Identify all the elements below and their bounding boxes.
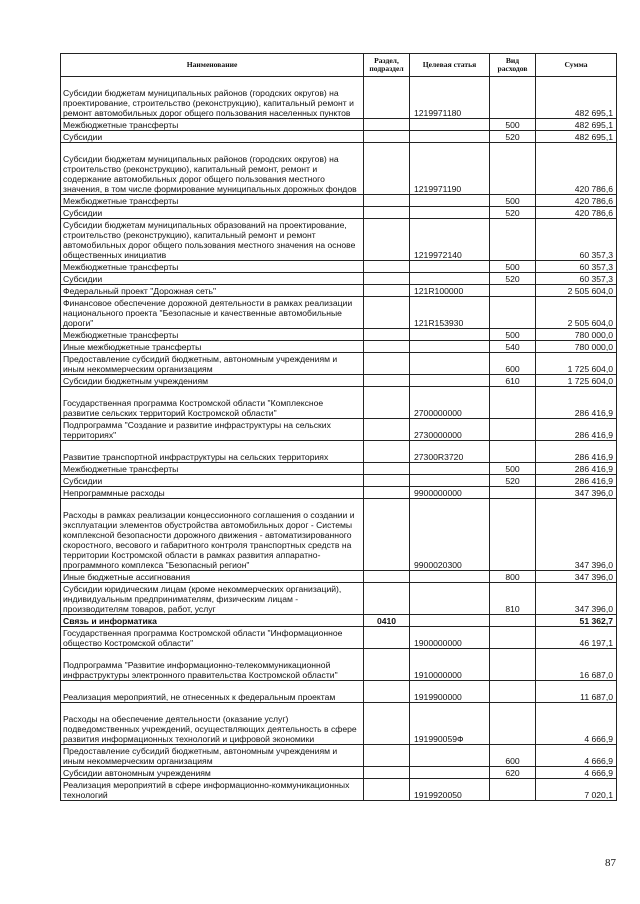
cell-target [410,745,490,767]
cell-section [364,649,410,681]
table-row [61,703,617,745]
cell-target: 121R153930 [410,297,490,329]
cell-section [364,119,410,131]
cell-type: 600 [490,353,536,375]
cell-name: Субсидии автономным учреждениям [61,767,364,779]
cell-type [490,487,536,499]
table-row [61,767,617,779]
cell-name: Межбюджетные трансферты [61,329,364,341]
cell-section [364,627,410,649]
cell-sum: 2 505 604,0 [536,285,617,297]
cell-sum: 420 786,6 [536,143,617,195]
cell-type: 500 [490,195,536,207]
cell-section [364,745,410,767]
table-row [61,341,617,353]
table-row [61,463,617,475]
cell-name: Подпрограмма "Создание и развитие инфраструктуры на сельских территориях" [61,419,364,441]
table-row [61,143,617,195]
cell-type: 610 [490,375,536,387]
cell-type [490,297,536,329]
cell-section [364,261,410,273]
cell-target: 1219972140 [410,219,490,261]
cell-type [490,143,536,195]
table-row [61,571,617,583]
cell-sum: 4 666,9 [536,703,617,745]
cell-type [490,77,536,119]
cell-section [364,207,410,219]
cell-section [364,297,410,329]
cell-section [364,571,410,583]
cell-type [490,419,536,441]
cell-sum: 780 000,0 [536,329,617,341]
cell-sum: 11 687,0 [536,681,617,703]
cell-name: Субсидии [61,131,364,143]
cell-section [364,703,410,745]
cell-name: Межбюджетные трансферты [61,261,364,273]
cell-name: Федеральный проект "Дорожная сеть" [61,285,364,297]
table-body [61,77,617,801]
cell-target [410,475,490,487]
cell-name: Финансовое обеспечение дорожной деятельности в рамках реализации национального проекта "Безопасные и качественные автомобильные дороги" [61,297,364,329]
cell-name: Субсидии бюджетам муниципальных образований на проектирование, строительство (реконструкцию), капитальный ремонт и ремонт автомобильных дорог общего пользования местного значения на основе общественных инициатив [61,219,364,261]
cell-sum: 51 362,7 [536,615,617,627]
cell-target: 9900020300 [410,499,490,571]
cell-target: 191990059Ф [410,703,490,745]
cell-target: 1919900000 [410,681,490,703]
cell-name: Подпрограмма "Развитие информационно-телекоммуникационной инфраструктуры электронного правительства Костромской области" [61,649,364,681]
cell-sum: 420 786,6 [536,195,617,207]
cell-sum: 482 695,1 [536,119,617,131]
cell-target: 121R100000 [410,285,490,297]
cell-target [410,353,490,375]
cell-sum: 482 695,1 [536,77,617,119]
cell-type [490,285,536,297]
cell-type: 620 [490,767,536,779]
cell-name: Государственная программа Костромской области "Информационное общество Костромской области" [61,627,364,649]
budget-table [60,53,617,801]
cell-name: Межбюджетные трансферты [61,119,364,131]
cell-sum: 4 666,9 [536,745,617,767]
cell-sum: 780 000,0 [536,341,617,353]
cell-target [410,119,490,131]
cell-name: Субсидии бюджетным учреждениям [61,375,364,387]
cell-section [364,487,410,499]
table-row [61,329,617,341]
table-row [61,441,617,463]
table-row [61,779,617,801]
cell-sum: 482 695,1 [536,131,617,143]
cell-section [364,143,410,195]
cell-type: 500 [490,329,536,341]
cell-section [364,419,410,441]
cell-type [490,649,536,681]
cell-name: Расходы на обеспечение деятельности (оказание услуг) подведомственных учреждений, осуществляющих деятельность в сфере развития информационных технологий и цифровой экономики [61,703,364,745]
table-row [61,353,617,375]
cell-target [410,583,490,615]
cell-name: Иные межбюджетные трансферты [61,341,364,353]
cell-name: Развитие транспортной инфраструктуры на сельских территориях [61,441,364,463]
cell-sum: 60 357,3 [536,261,617,273]
cell-sum: 347 396,0 [536,571,617,583]
cell-sum: 60 357,3 [536,273,617,285]
cell-section [364,767,410,779]
cell-section [364,499,410,571]
cell-target [410,195,490,207]
cell-type: 520 [490,131,536,143]
cell-section [364,77,410,119]
header-section: Раздел, подраздел [364,54,410,77]
cell-section [364,195,410,207]
cell-section [364,463,410,475]
cell-sum: 4 666,9 [536,767,617,779]
cell-name: Субсидии бюджетам муниципальных районов (городских округов) на строительство (реконструкцию), капитальный ремонт, ремонт и содержание автомобильных дорог общего пользования местного значения, в том числе формирование муниципальных дорожных фондов [61,143,364,195]
cell-target [410,615,490,627]
cell-type [490,779,536,801]
cell-type: 600 [490,745,536,767]
cell-target [410,571,490,583]
cell-name: Субсидии бюджетам муниципальных районов (городских округов) на проектирование, строительство (реконструкцию), капитальный ремонт и ремонт автомобильных дорог общего пользования населенных пунктов [61,77,364,119]
table-row [61,77,617,119]
table-row [61,627,617,649]
table-row [61,219,617,261]
cell-name: Расходы в рамках реализации концессионного соглашения о создании и эксплуатации элементов обустройства автомобильных дорог - Системы комплексной безопасности дорожного движения - автоматизированного скоростного, весового и габаритного контроля транспортных средств на территории Костромской области в рамках развития аппаратно-программного комплекса "Безопасный регион" [61,499,364,571]
table-row [61,375,617,387]
cell-target: 2700000000 [410,387,490,419]
cell-sum: 286 416,9 [536,419,617,441]
table-header-row [61,54,617,77]
cell-target: 9900000000 [410,487,490,499]
cell-target [410,261,490,273]
cell-target [410,131,490,143]
table-row [61,681,617,703]
cell-sum: 286 416,9 [536,475,617,487]
cell-target [410,341,490,353]
table-row [61,487,617,499]
cell-type [490,681,536,703]
cell-target: 1910000000 [410,649,490,681]
cell-name: Реализация мероприятий в сфере информационно-коммуникационных технологий [61,779,364,801]
cell-type: 520 [490,273,536,285]
cell-target: 2730000000 [410,419,490,441]
cell-section [364,285,410,297]
cell-type [490,703,536,745]
cell-section [364,131,410,143]
cell-type: 800 [490,571,536,583]
cell-type: 500 [490,463,536,475]
cell-sum: 16 687,0 [536,649,617,681]
cell-name: Иные бюджетные ассигнования [61,571,364,583]
cell-section [364,219,410,261]
cell-target [410,463,490,475]
cell-type [490,627,536,649]
cell-target [410,207,490,219]
cell-type: 500 [490,261,536,273]
cell-name: Реализация мероприятий, не отнесенных к федеральным проектам [61,681,364,703]
table-row [61,649,617,681]
cell-section [364,681,410,703]
cell-section: 0410 [364,615,410,627]
cell-type: 520 [490,475,536,487]
table-row [61,583,617,615]
cell-target: 1219971190 [410,143,490,195]
cell-section [364,475,410,487]
cell-name: Межбюджетные трансферты [61,463,364,475]
table-row [61,131,617,143]
cell-target: 27300R3720 [410,441,490,463]
table-row [61,273,617,285]
cell-section [364,341,410,353]
cell-section [364,353,410,375]
cell-type: 540 [490,341,536,353]
cell-sum: 347 396,0 [536,583,617,615]
cell-target: 1919920050 [410,779,490,801]
cell-type [490,219,536,261]
cell-name: Субсидии [61,475,364,487]
cell-type [490,387,536,419]
cell-target: 1219971180 [410,77,490,119]
cell-section [364,583,410,615]
cell-target: 1900000000 [410,627,490,649]
table-row [61,285,617,297]
table-row [61,499,617,571]
table-row [61,475,617,487]
cell-sum: 286 416,9 [536,463,617,475]
cell-name: Связь и информатика [61,615,364,627]
table-row [61,261,617,273]
cell-sum: 347 396,0 [536,487,617,499]
header-target: Целевая статья [410,54,490,77]
cell-type [490,441,536,463]
table-row [61,207,617,219]
cell-section [364,329,410,341]
cell-target [410,767,490,779]
cell-section [364,375,410,387]
cell-sum: 420 786,6 [536,207,617,219]
table-row [61,745,617,767]
page-number: 87 [605,857,616,869]
cell-sum: 286 416,9 [536,387,617,419]
cell-sum: 46 197,1 [536,627,617,649]
table-row [61,195,617,207]
cell-section [364,273,410,285]
table-row [61,615,617,627]
cell-name: Межбюджетные трансферты [61,195,364,207]
cell-target [410,273,490,285]
cell-name: Субсидии юридическим лицам (кроме некоммерческих организаций), индивидуальным предпринимателям, физическим лицам - производителям товаров, работ, услуг [61,583,364,615]
header-name: Наименование [61,54,364,77]
table-row [61,387,617,419]
header-sum: Сумма [536,54,617,77]
cell-type [490,615,536,627]
cell-section [364,387,410,419]
cell-type: 810 [490,583,536,615]
cell-name: Предоставление субсидий бюджетным, автономным учреждениям и иным некоммерческим организациям [61,745,364,767]
cell-section [364,779,410,801]
table-row [61,419,617,441]
cell-name: Государственная программа Костромской области "Комплексное развитие сельских территорий Костромской области" [61,387,364,419]
cell-target [410,375,490,387]
cell-name: Субсидии [61,207,364,219]
cell-sum: 1 725 604,0 [536,353,617,375]
cell-sum: 347 396,0 [536,499,617,571]
cell-name: Предоставление субсидий бюджетным, автономным учреждениям и иным некоммерческим организациям [61,353,364,375]
cell-sum: 286 416,9 [536,441,617,463]
cell-sum: 2 505 604,0 [536,297,617,329]
cell-name: Непрограммные расходы [61,487,364,499]
cell-sum: 60 357,3 [536,219,617,261]
cell-type [490,499,536,571]
table-row [61,297,617,329]
cell-type: 520 [490,207,536,219]
cell-section [364,441,410,463]
table-row [61,119,617,131]
header-type: Вид расходов [490,54,536,77]
cell-type: 500 [490,119,536,131]
cell-name: Субсидии [61,273,364,285]
cell-sum: 7 020,1 [536,779,617,801]
cell-target [410,329,490,341]
cell-sum: 1 725 604,0 [536,375,617,387]
